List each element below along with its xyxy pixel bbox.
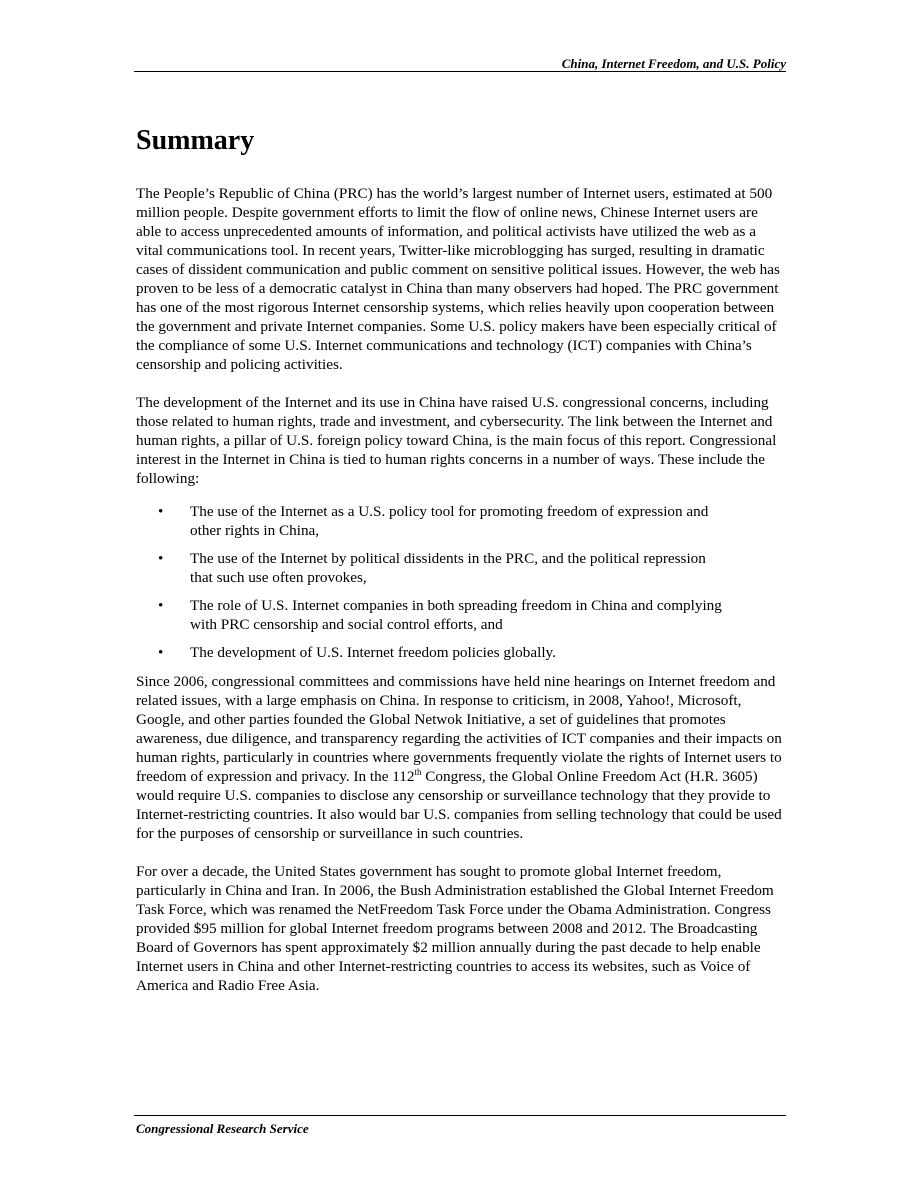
bullet-icon: • <box>158 503 164 520</box>
paragraph-3 <box>136 672 786 843</box>
bullet-text: The development of U.S. Internet freedom policies globally. <box>190 644 556 661</box>
paragraph-3-part-2: Congress, the Global Online Freedom Act (H.R. 3605) would require U.S. companies to disclose any censorship or surveillance technology that they provide to Internet-restricting countries. It also would bar U.S. companies from selling technology that could be used for the purposes of censorship or surveillance in such countries. <box>136 768 782 842</box>
bullet-icon: • <box>158 597 164 614</box>
running-header: China, Internet Freedom, and U.S. Policy <box>561 56 786 71</box>
paragraph-2: The development of the Internet and its use in China have raised U.S. congressional concerns, including those related to human rights, trade and investment, and cybersecurity. The link between the Internet and human rights, a pillar of U.S. foreign policy toward China, is the main focus of this report. Congressional interest in the Internet in China is tied to human rights concerns in a number of ways. These include the following: <box>136 394 777 487</box>
paragraph-gap <box>136 843 786 862</box>
bullet-item <box>136 549 786 587</box>
bullet-list <box>136 502 786 662</box>
paragraph-1: The People’s Republic of China (PRC) has the world’s largest number of Internet users, estimated at 500 million people. Despite government efforts to limit the flow of online news, Chinese Internet users are able to access unprecedented amounts of information, and political activists have utilized the web as a vital communications tool. In recent years, Twitter-like microblogging has surged, resulting in dramatic cases of dissident communication and public comment on sensitive political issues. However, the web has proven to be less of a democratic catalyst in China than many observers had hoped. The PRC government has one of the most rigorous Internet censorship systems, which relies heavily upon cooperation between the government and private Internet companies. Some U.S. policy makers have been especially critical of the compliance of some U.S. Internet communications and technology (ICT) companies with China’s censorship and policing activities. <box>136 185 780 373</box>
section-title: Summary <box>136 125 255 156</box>
ordinal-superscript: th <box>414 766 422 777</box>
bullet-item <box>136 643 786 662</box>
page-content <box>136 122 786 995</box>
footer-rule <box>134 1115 786 1116</box>
running-footer: Congressional Research Service <box>136 1121 309 1136</box>
bullet-text: The use of the Internet by political dissidents in the PRC, and the political repression that such use often provokes, <box>190 550 706 586</box>
bullet-item <box>136 596 786 634</box>
bullet-text: The use of the Internet as a U.S. policy tool for promoting freedom of expression and other rights in China, <box>190 503 709 539</box>
bullet-icon: • <box>158 644 164 661</box>
paragraph-4: For over a decade, the United States government has sought to promote global Internet freedom, particularly in China and Iran. In 2006, the Bush Administration established the Global Internet Freedom Task Force, which was renamed the NetFreedom Task Force under the Obama Administration. Congress provided $95 million for global Internet freedom programs between 2008 and 2012. The Broadcasting Board of Governors has spent approximately $2 million annually during the past decade to help enable Internet users in China and other Internet-restricting countries to access its websites, such as Voice of America and Radio Free Asia. <box>136 863 774 994</box>
paragraph-gap <box>136 374 786 393</box>
bullet-text: The role of U.S. Internet companies in both spreading freedom in China and complying with PRC censorship and social control efforts, and <box>190 597 722 633</box>
header-rule <box>134 71 786 72</box>
paragraph-3-part-1: Since 2006, congressional committees and commissions have held nine hearings on Internet freedom and related issues, with a large emphasis on China. In response to criticism, in 2008, Yahoo!, Microsoft, Google, and other parties founded the Global Netwok Initiative, a set of guidelines that promotes awareness, due diligence, and transparency regarding the activities of ICT companies and their impacts on human rights, particularly in countries where governments frequently violate the rights of Internet users to freedom of expression and privacy. In the 112 <box>136 673 782 785</box>
bullet-icon: • <box>158 550 164 567</box>
bullet-item <box>136 502 786 540</box>
